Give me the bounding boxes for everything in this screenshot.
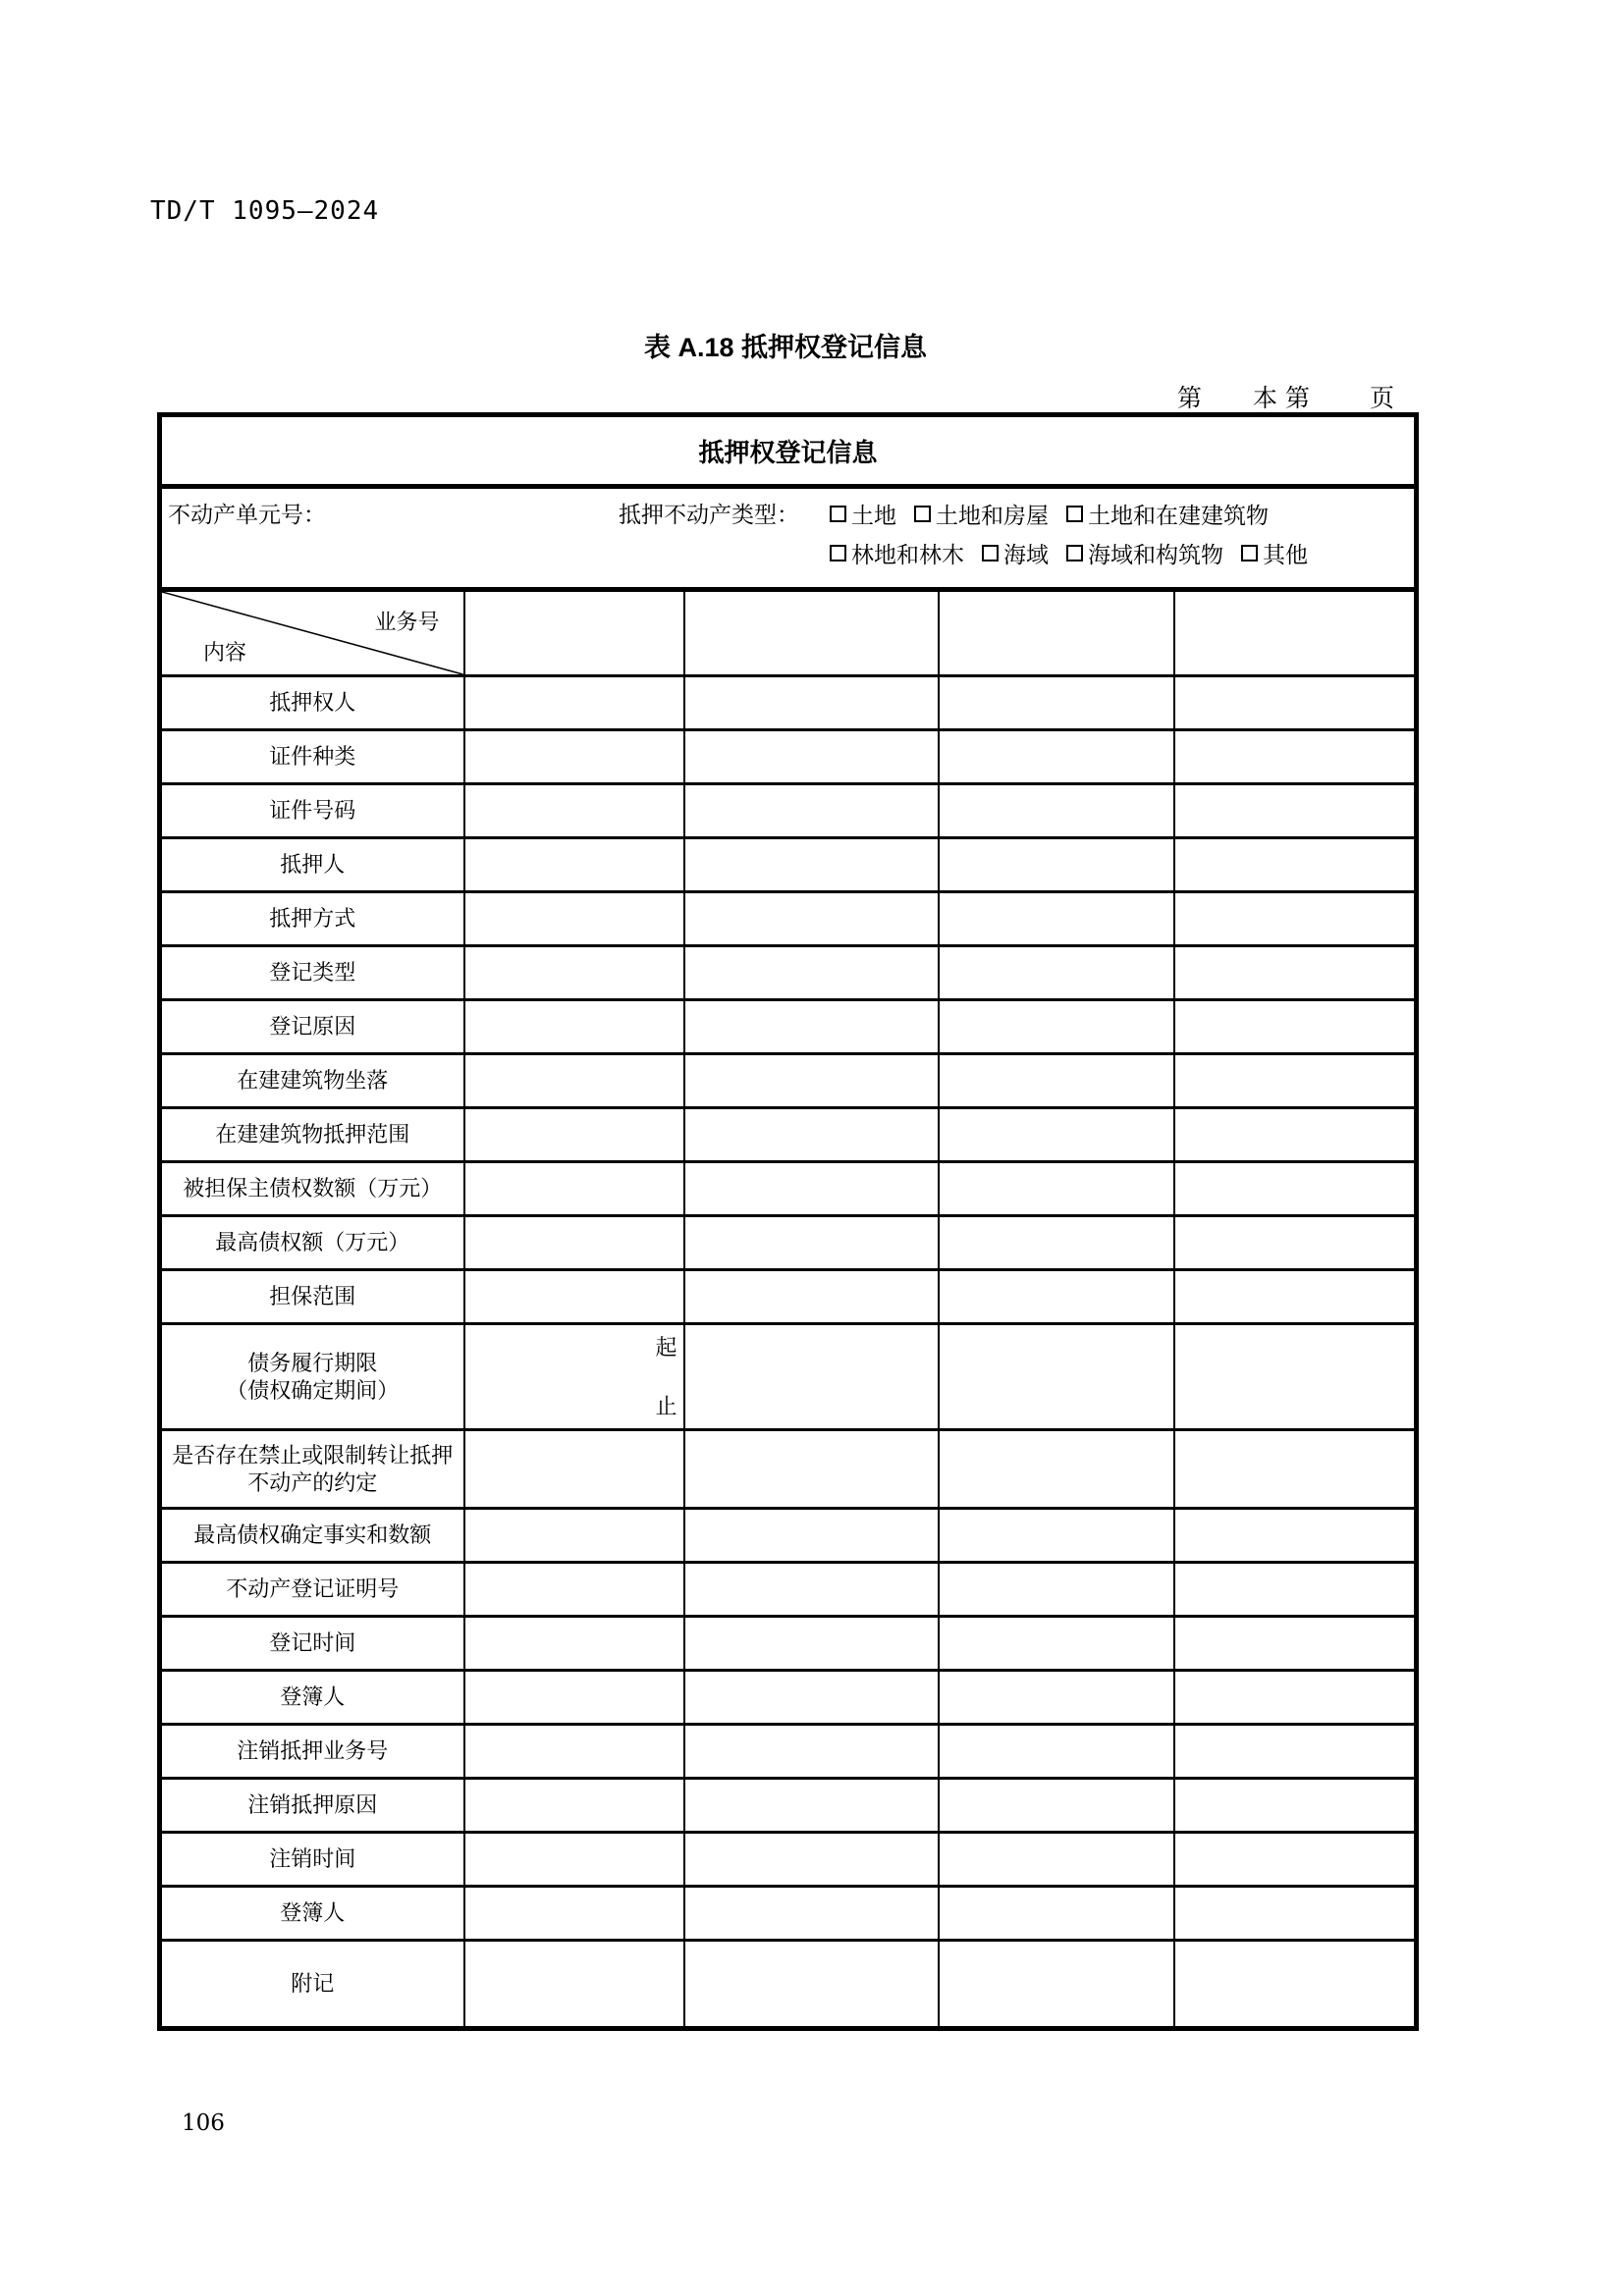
entry-cell[interactable]	[684, 1324, 939, 1430]
table-row	[160, 1054, 1417, 1108]
table-row	[160, 730, 1417, 784]
table-caption: 表 A.18 抵押权登记信息	[643, 333, 928, 362]
table-row	[160, 1725, 1417, 1779]
entry-cell[interactable]	[684, 946, 939, 1000]
field-label: 注销时间	[160, 1833, 464, 1887]
field-label: 在建建筑物抵押范围	[160, 1108, 464, 1162]
table-row	[160, 1779, 1417, 1833]
entry-cell[interactable]	[1174, 784, 1417, 838]
field-label: 登记时间	[160, 1617, 464, 1671]
entry-cell[interactable]	[684, 1941, 939, 2029]
entry-cell[interactable]	[684, 1779, 939, 1833]
sheet-counter-ben: 本	[1252, 386, 1277, 412]
field-label: 最高债权额（万元）	[160, 1216, 464, 1270]
entry-cell[interactable]	[464, 676, 684, 730]
field-label: 证件种类	[160, 730, 464, 784]
entry-cell[interactable]	[684, 1671, 939, 1725]
entry-cell[interactable]	[464, 784, 684, 838]
option-label: 土地	[851, 503, 896, 528]
table-row	[160, 676, 1417, 730]
entry-cell[interactable]	[684, 1887, 939, 1941]
table-row	[160, 946, 1417, 1000]
field-rows-group1	[160, 676, 1417, 1324]
entry-cell[interactable]	[1174, 1054, 1417, 1108]
matrix-header-row	[160, 590, 1417, 676]
entry-cell[interactable]	[939, 1833, 1174, 1887]
field-label: 是否存在禁止或限制转让抵押不动产的约定	[160, 1430, 464, 1509]
entry-cell[interactable]	[684, 1617, 939, 1671]
sheet-counter-ye: 页	[1369, 386, 1394, 412]
mortgage-registration-form	[157, 412, 1419, 2031]
entry-cell[interactable]	[464, 1617, 684, 1671]
entry-cell[interactable]	[1174, 1887, 1417, 1941]
mortgage-type-label: 抵押不动产类型：	[619, 503, 799, 527]
entry-cell[interactable]	[939, 838, 1174, 892]
checkbox-icon[interactable]	[830, 545, 846, 561]
table-row	[160, 1000, 1417, 1054]
field-label: 登记类型	[160, 946, 464, 1000]
type-options-line2	[830, 533, 1308, 572]
entry-cell[interactable]	[464, 1509, 684, 1563]
field-label: 不动产登记证明号	[160, 1563, 464, 1617]
entry-cell[interactable]	[464, 1000, 684, 1054]
duration-start-label: 起	[655, 1335, 677, 1360]
entry-cell[interactable]	[939, 1671, 1174, 1725]
entry-cell[interactable]	[1174, 1108, 1417, 1162]
entry-cell[interactable]	[1174, 838, 1417, 892]
field-rows-group2	[160, 1430, 1417, 1941]
entry-cell[interactable]	[1174, 1563, 1417, 1617]
entry-cell[interactable]	[464, 946, 684, 1000]
unit-number-row	[160, 487, 1417, 590]
table-row	[160, 1216, 1417, 1270]
field-label: 担保范围	[160, 1270, 464, 1324]
option-label: 海域	[1003, 542, 1049, 567]
mortgage-type-option[interactable]	[1066, 498, 1269, 530]
option-label: 林地和林木	[851, 542, 964, 567]
matrix-header-cell	[160, 590, 464, 676]
field-label: 被担保主债权数额（万元）	[160, 1162, 464, 1216]
entry-cell[interactable]	[939, 1617, 1174, 1671]
entry-cell[interactable]	[684, 1216, 939, 1270]
checkbox-icon[interactable]	[830, 506, 846, 522]
table-row	[160, 1833, 1417, 1887]
entry-cell[interactable]	[464, 1270, 684, 1324]
option-label: 土地和在建建筑物	[1088, 503, 1269, 528]
mortgage-type-option[interactable]	[830, 498, 896, 530]
field-label: 注销抵押原因	[160, 1779, 464, 1833]
field-label: 最高债权确定事实和数额	[160, 1509, 464, 1563]
entry-cell-duration[interactable]	[464, 1324, 684, 1430]
duration-section	[160, 1324, 1417, 1430]
entry-cell[interactable]	[684, 1270, 939, 1324]
page-number: 106	[182, 2110, 225, 2136]
field-label: 登簿人	[160, 1887, 464, 1941]
table-row	[160, 1108, 1417, 1162]
entry-cell[interactable]	[464, 1216, 684, 1270]
entry-cell[interactable]	[1174, 1509, 1417, 1563]
entry-cell[interactable]	[939, 784, 1174, 838]
entry-cell[interactable]	[464, 730, 684, 784]
entry-cell[interactable]	[939, 1270, 1174, 1324]
checkbox-icon[interactable]	[982, 545, 999, 561]
entry-cell[interactable]	[939, 1887, 1174, 1941]
entry-cell[interactable]	[684, 1833, 939, 1887]
entry-cell[interactable]	[464, 892, 684, 946]
entry-cell[interactable]	[684, 784, 939, 838]
entry-cell[interactable]	[684, 1108, 939, 1162]
entry-cell[interactable]	[684, 1563, 939, 1617]
field-label-duration: 债务履行期限 （债权确定期间）	[160, 1324, 464, 1430]
business-number-cell[interactable]	[684, 590, 939, 676]
entry-cell[interactable]	[464, 1779, 684, 1833]
entry-cell[interactable]	[1174, 1000, 1417, 1054]
entry-cell[interactable]	[1174, 892, 1417, 946]
remark-section	[160, 1941, 1417, 2029]
entry-cell[interactable]	[939, 1430, 1174, 1509]
entry-cell[interactable]	[939, 1324, 1174, 1430]
table-row	[160, 838, 1417, 892]
entry-cell[interactable]	[464, 1887, 684, 1941]
entry-cell[interactable]	[939, 946, 1174, 1000]
entry-cell[interactable]	[1174, 1430, 1417, 1509]
entry-cell[interactable]	[939, 1563, 1174, 1617]
entry-cell[interactable]	[464, 838, 684, 892]
mortgage-type-option[interactable]	[830, 537, 964, 569]
table-row	[160, 1617, 1417, 1671]
type-options-line1	[830, 494, 1308, 533]
field-label: 抵押权人	[160, 676, 464, 730]
table-row	[160, 892, 1417, 946]
sheet-counter	[157, 379, 1414, 414]
business-number-header: 业务号	[374, 610, 440, 634]
option-label: 其他	[1263, 542, 1308, 567]
entry-cell[interactable]	[939, 1108, 1174, 1162]
entry-cell[interactable]	[1174, 676, 1417, 730]
entry-cell[interactable]	[464, 1671, 684, 1725]
entry-cell[interactable]	[939, 1216, 1174, 1270]
form-title-row	[160, 415, 1417, 487]
entry-cell[interactable]	[1174, 1324, 1417, 1430]
entry-cell[interactable]	[464, 1430, 684, 1509]
entry-cell[interactable]	[464, 1162, 684, 1216]
table-row	[160, 784, 1417, 838]
entry-cell[interactable]	[1174, 1725, 1417, 1779]
table-row	[160, 1430, 1417, 1509]
field-label: 抵押人	[160, 838, 464, 892]
mortgage-type-option[interactable]	[1241, 537, 1308, 569]
table-row	[160, 1671, 1417, 1725]
field-label: 注销抵押业务号	[160, 1725, 464, 1779]
entry-cell[interactable]	[684, 1162, 939, 1216]
entry-cell[interactable]	[464, 1941, 684, 2029]
checkbox-icon[interactable]	[1241, 545, 1258, 561]
business-number-cell[interactable]	[939, 590, 1174, 676]
entry-cell[interactable]	[684, 1054, 939, 1108]
entry-cell[interactable]	[684, 1725, 939, 1779]
checkbox-icon[interactable]	[1066, 545, 1083, 561]
content-header: 内容	[203, 640, 247, 665]
field-label: 证件号码	[160, 784, 464, 838]
mortgage-type-option[interactable]	[914, 498, 1049, 530]
entry-cell[interactable]	[939, 1509, 1174, 1563]
checkbox-icon[interactable]	[914, 506, 931, 522]
duration-row	[160, 1324, 1417, 1430]
entry-cell[interactable]	[464, 1833, 684, 1887]
table-row	[160, 1162, 1417, 1216]
remark-row	[160, 1941, 1417, 2029]
entry-cell[interactable]	[684, 1430, 939, 1509]
entry-cell[interactable]	[684, 676, 939, 730]
field-label: 登记原因	[160, 1000, 464, 1054]
option-label: 土地和房屋	[936, 503, 1049, 528]
entry-cell[interactable]	[939, 1162, 1174, 1216]
table-row	[160, 1563, 1417, 1617]
checkbox-icon[interactable]	[1066, 506, 1083, 522]
duration-end-label: 止	[655, 1394, 677, 1418]
entry-cell[interactable]	[464, 1725, 684, 1779]
entry-cell[interactable]	[1174, 1833, 1417, 1887]
entry-cell[interactable]	[464, 1054, 684, 1108]
entry-cell[interactable]	[939, 730, 1174, 784]
entry-cell[interactable]	[1174, 1216, 1417, 1270]
entry-cell[interactable]	[939, 1725, 1174, 1779]
entry-cell[interactable]	[1174, 946, 1417, 1000]
entry-cell[interactable]	[939, 1054, 1174, 1108]
entry-cell[interactable]	[1174, 730, 1417, 784]
standard-code: TD/T 1095—2024	[150, 196, 380, 226]
entry-cell[interactable]	[464, 1108, 684, 1162]
field-label: 抵押方式	[160, 892, 464, 946]
entry-cell[interactable]	[1174, 1779, 1417, 1833]
table-row	[160, 1270, 1417, 1324]
entry-cell[interactable]	[684, 1509, 939, 1563]
field-label: 在建建筑物坐落	[160, 1054, 464, 1108]
sheet-counter-di2: 第	[1284, 386, 1310, 412]
entry-cell[interactable]	[684, 892, 939, 946]
entry-cell[interactable]	[1174, 1671, 1417, 1725]
entry-cell[interactable]	[684, 730, 939, 784]
sheet-counter-di1: 第	[1176, 386, 1202, 412]
form-title: 抵押权登记信息	[160, 415, 1417, 487]
field-label: 登簿人	[160, 1671, 464, 1725]
entry-cell[interactable]	[684, 1000, 939, 1054]
remark-label: 附记	[160, 1941, 464, 2029]
mortgage-type-option[interactable]	[982, 537, 1049, 569]
entry-cell[interactable]	[1174, 1617, 1417, 1671]
entry-cell[interactable]	[939, 1941, 1174, 2029]
entry-cell[interactable]	[939, 1000, 1174, 1054]
entry-cell[interactable]	[1174, 1270, 1417, 1324]
business-number-cell[interactable]	[464, 590, 684, 676]
table-row	[160, 1509, 1417, 1563]
entry-cell[interactable]	[464, 1563, 684, 1617]
mortgage-type-options	[830, 494, 1308, 572]
table-row	[160, 1887, 1417, 1941]
form-header-section	[160, 415, 1417, 676]
entry-cell[interactable]	[939, 892, 1174, 946]
entry-cell[interactable]	[684, 838, 939, 892]
unit-number-label: 不动产单元号：	[168, 503, 326, 527]
entry-cell[interactable]	[939, 676, 1174, 730]
entry-cell[interactable]	[1174, 1162, 1417, 1216]
option-label: 海域和构筑物	[1088, 542, 1223, 567]
entry-cell[interactable]	[1174, 1941, 1417, 2029]
business-number-cell[interactable]	[1174, 590, 1417, 676]
mortgage-type-option[interactable]	[1066, 537, 1223, 569]
entry-cell[interactable]	[939, 1779, 1174, 1833]
